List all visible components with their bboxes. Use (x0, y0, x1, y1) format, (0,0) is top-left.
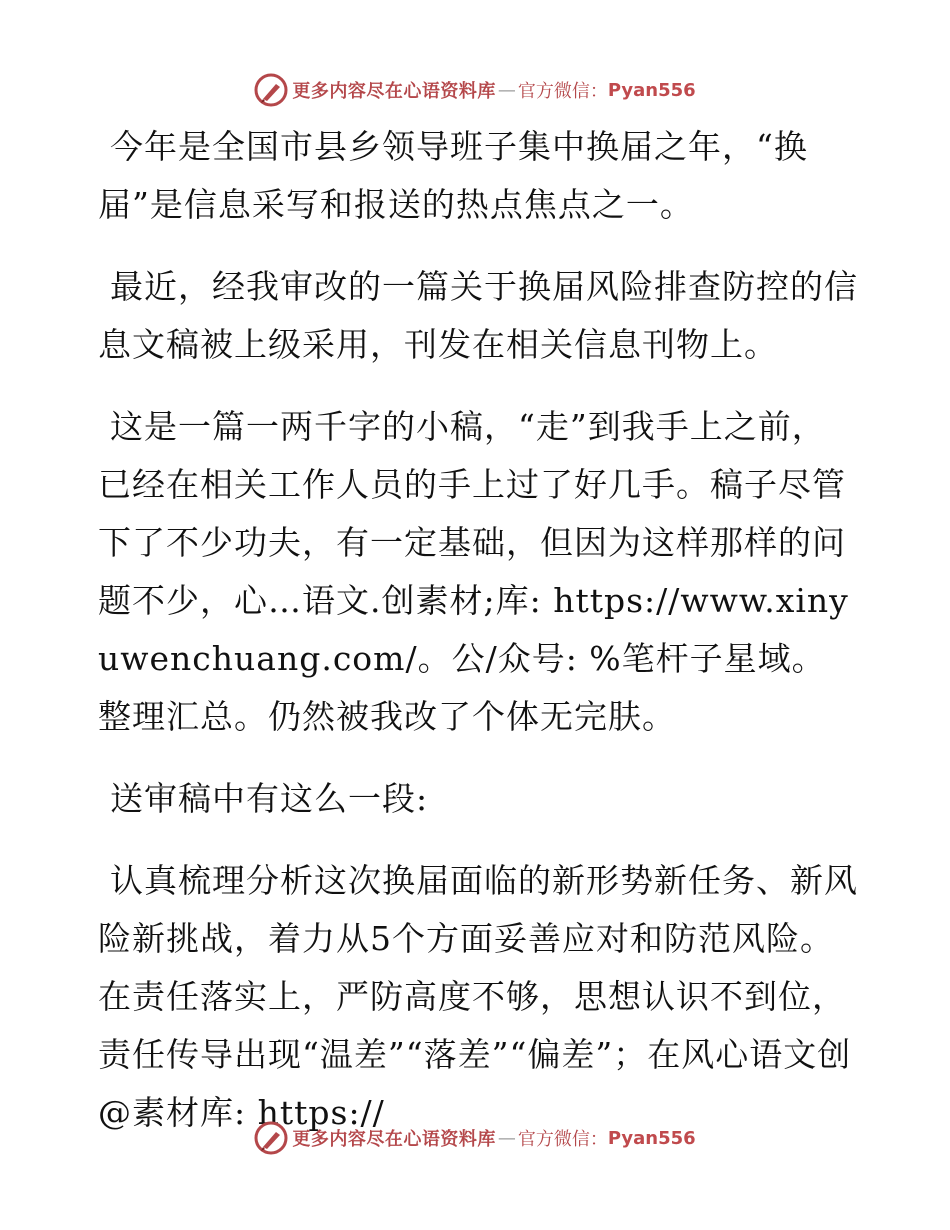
pen-logo-icon (254, 1121, 288, 1155)
header-brand-text: 更多内容尽在心语资料库 (292, 81, 496, 102)
header-wechat-handle: Pyan556 (607, 79, 696, 101)
paragraph-5: 认真梳理分析这次换届面临的新形势新任务、新风险新挑战，着力从5个方面妥善应对和防范风险。在责任落实上，严防高度不够，思想认识不到位，责任传导出现“温差”“落差”“偏差”；在风心语文创@素材库: https:// (98, 861, 858, 1132)
footer-brand-text: 更多内容尽在心语资料库 (292, 1129, 496, 1150)
paragraph-1: 今年是全国市县乡领导班子集中换届之年，“换届”是信息采写和报送的热点焦点之一。 (98, 127, 808, 224)
document-body (98, 118, 858, 1166)
pen-logo-icon (254, 73, 288, 107)
paragraph-4: 送审稿中有这么一段: (110, 779, 429, 818)
footer-wechat-label: 官方微信： (517, 1129, 608, 1150)
header-wechat-label: 官方微信： (517, 81, 608, 102)
footer-separator: — (497, 1127, 516, 1149)
paragraph-2: 最近，经我审改的一篇关于换届风险排查防控的信息文稿被上级采用，刊发在相关信息刊物上。 (98, 267, 858, 364)
header-banner (0, 70, 950, 110)
footer-wechat-handle: Pyan556 (607, 1127, 696, 1149)
footer-banner (0, 1118, 950, 1158)
paragraph-3: 这是一篇一两千字的小稿，“走”到我手上之前，已经在相关工作人员的手上过了好几手。稿子尽管下了不少功夫，有一定基础，但因为这样那样的问题不少，心…语文.创素材;库: https://www.xinyuwenchuang.com/。公/众号: %笔杆子星域。整理汇总。仍然被我改了个体无完肤。 (98, 407, 849, 736)
header-separator: — (497, 79, 516, 101)
